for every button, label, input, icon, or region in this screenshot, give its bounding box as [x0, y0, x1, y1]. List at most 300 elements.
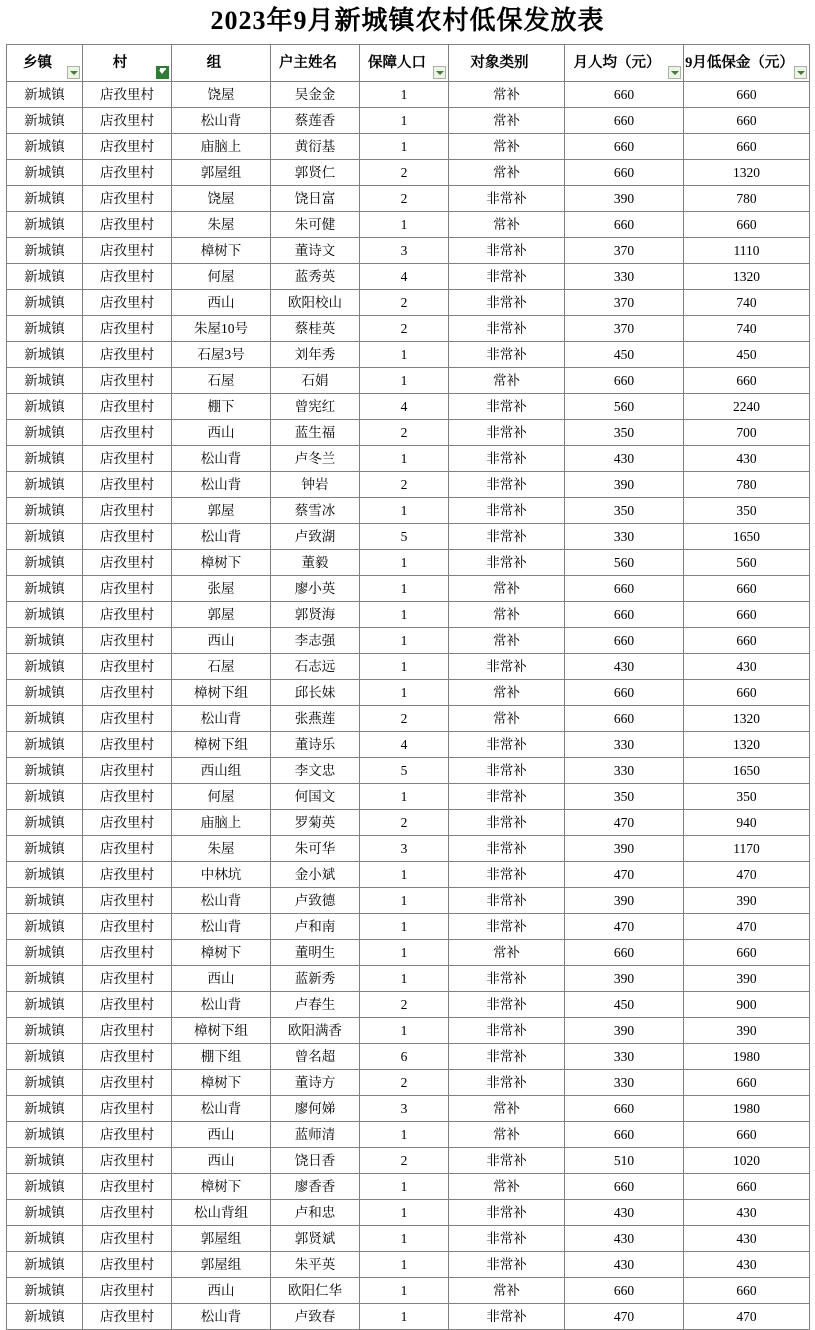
cell-r7-c5[interactable]: 非常补	[449, 263, 565, 289]
cell-r43-c5[interactable]: 非常补	[449, 1199, 565, 1225]
cell-r40-c1[interactable]: 店孜里村	[83, 1121, 172, 1147]
cell-r12-c7[interactable]: 2240	[684, 393, 810, 419]
cell-r12-c0[interactable]: 新城镇	[7, 393, 83, 419]
cell-r45-c7[interactable]: 430	[684, 1251, 810, 1277]
cell-r24-c7[interactable]: 1320	[684, 705, 810, 731]
cell-r7-c2[interactable]: 何屋	[172, 263, 271, 289]
cell-r31-c1[interactable]: 店孜里村	[83, 887, 172, 913]
cell-r43-c1[interactable]: 店孜里村	[83, 1199, 172, 1225]
cell-r22-c5[interactable]: 非常补	[449, 653, 565, 679]
cell-r17-c4[interactable]: 5	[360, 523, 449, 549]
cell-r4-c0[interactable]: 新城镇	[7, 185, 83, 211]
cell-r30-c0[interactable]: 新城镇	[7, 861, 83, 887]
cell-r28-c7[interactable]: 940	[684, 809, 810, 835]
cell-r26-c4[interactable]: 5	[360, 757, 449, 783]
cell-r25-c2[interactable]: 樟树下组	[172, 731, 271, 757]
cell-r5-c7[interactable]: 660	[684, 211, 810, 237]
cell-r7-c7[interactable]: 1320	[684, 263, 810, 289]
cell-r10-c7[interactable]: 450	[684, 341, 810, 367]
cell-r2-c1[interactable]: 店孜里村	[83, 133, 172, 159]
cell-r45-c4[interactable]: 1	[360, 1251, 449, 1277]
cell-r32-c0[interactable]: 新城镇	[7, 913, 83, 939]
cell-r9-c3[interactable]: 蔡桂英	[271, 315, 360, 341]
cell-r3-c6[interactable]: 660	[565, 159, 684, 185]
cell-r24-c0[interactable]: 新城镇	[7, 705, 83, 731]
cell-r31-c6[interactable]: 390	[565, 887, 684, 913]
cell-r31-c2[interactable]: 松山背	[172, 887, 271, 913]
cell-r41-c7[interactable]: 1020	[684, 1147, 810, 1173]
cell-r30-c5[interactable]: 非常补	[449, 861, 565, 887]
cell-r25-c1[interactable]: 店孜里村	[83, 731, 172, 757]
cell-r18-c6[interactable]: 560	[565, 549, 684, 575]
cell-r16-c4[interactable]: 1	[360, 497, 449, 523]
cell-r29-c6[interactable]: 390	[565, 835, 684, 861]
cell-r3-c5[interactable]: 常补	[449, 159, 565, 185]
cell-r26-c3[interactable]: 李文忠	[271, 757, 360, 783]
cell-r32-c1[interactable]: 店孜里村	[83, 913, 172, 939]
cell-r26-c6[interactable]: 330	[565, 757, 684, 783]
cell-r25-c6[interactable]: 330	[565, 731, 684, 757]
cell-r11-c0[interactable]: 新城镇	[7, 367, 83, 393]
cell-r39-c4[interactable]: 3	[360, 1095, 449, 1121]
cell-r30-c3[interactable]: 金小斌	[271, 861, 360, 887]
filter-dropdown-icon[interactable]	[794, 66, 807, 79]
cell-r18-c4[interactable]: 1	[360, 549, 449, 575]
cell-r11-c5[interactable]: 常补	[449, 367, 565, 393]
cell-r6-c1[interactable]: 店孜里村	[83, 237, 172, 263]
cell-r37-c1[interactable]: 店孜里村	[83, 1043, 172, 1069]
cell-r21-c4[interactable]: 1	[360, 627, 449, 653]
cell-r46-c1[interactable]: 店孜里村	[83, 1277, 172, 1303]
cell-r47-c1[interactable]: 店孜里村	[83, 1303, 172, 1329]
cell-r38-c1[interactable]: 店孜里村	[83, 1069, 172, 1095]
cell-r7-c3[interactable]: 蓝秀英	[271, 263, 360, 289]
cell-r9-c4[interactable]: 2	[360, 315, 449, 341]
cell-r38-c3[interactable]: 董诗方	[271, 1069, 360, 1095]
cell-r5-c6[interactable]: 660	[565, 211, 684, 237]
cell-r8-c5[interactable]: 非常补	[449, 289, 565, 315]
cell-r23-c0[interactable]: 新城镇	[7, 679, 83, 705]
cell-r12-c6[interactable]: 560	[565, 393, 684, 419]
cell-r24-c3[interactable]: 张燕莲	[271, 705, 360, 731]
cell-r27-c4[interactable]: 1	[360, 783, 449, 809]
cell-r38-c2[interactable]: 樟树下	[172, 1069, 271, 1095]
cell-r38-c6[interactable]: 330	[565, 1069, 684, 1095]
cell-r40-c3[interactable]: 蓝师清	[271, 1121, 360, 1147]
cell-r46-c7[interactable]: 660	[684, 1277, 810, 1303]
cell-r25-c0[interactable]: 新城镇	[7, 731, 83, 757]
cell-r3-c4[interactable]: 2	[360, 159, 449, 185]
cell-r28-c0[interactable]: 新城镇	[7, 809, 83, 835]
cell-r38-c5[interactable]: 非常补	[449, 1069, 565, 1095]
cell-r26-c1[interactable]: 店孜里村	[83, 757, 172, 783]
cell-r35-c2[interactable]: 松山背	[172, 991, 271, 1017]
cell-r33-c5[interactable]: 常补	[449, 939, 565, 965]
cell-r36-c4[interactable]: 1	[360, 1017, 449, 1043]
cell-r40-c6[interactable]: 660	[565, 1121, 684, 1147]
cell-r2-c3[interactable]: 黄衍基	[271, 133, 360, 159]
cell-r47-c3[interactable]: 卢致春	[271, 1303, 360, 1329]
cell-r37-c5[interactable]: 非常补	[449, 1043, 565, 1069]
cell-r23-c6[interactable]: 660	[565, 679, 684, 705]
cell-r13-c1[interactable]: 店孜里村	[83, 419, 172, 445]
cell-r16-c7[interactable]: 350	[684, 497, 810, 523]
cell-r9-c1[interactable]: 店孜里村	[83, 315, 172, 341]
cell-r27-c1[interactable]: 店孜里村	[83, 783, 172, 809]
cell-r39-c3[interactable]: 廖何娣	[271, 1095, 360, 1121]
cell-r17-c7[interactable]: 1650	[684, 523, 810, 549]
cell-r17-c3[interactable]: 卢致湖	[271, 523, 360, 549]
cell-r23-c5[interactable]: 常补	[449, 679, 565, 705]
cell-r6-c2[interactable]: 樟树下	[172, 237, 271, 263]
cell-r32-c7[interactable]: 470	[684, 913, 810, 939]
cell-r1-c0[interactable]: 新城镇	[7, 107, 83, 133]
cell-r33-c2[interactable]: 樟树下	[172, 939, 271, 965]
cell-r26-c5[interactable]: 非常补	[449, 757, 565, 783]
cell-r42-c7[interactable]: 660	[684, 1173, 810, 1199]
cell-r23-c2[interactable]: 樟树下组	[172, 679, 271, 705]
cell-r19-c5[interactable]: 常补	[449, 575, 565, 601]
cell-r25-c4[interactable]: 4	[360, 731, 449, 757]
cell-r10-c6[interactable]: 450	[565, 341, 684, 367]
cell-r14-c1[interactable]: 店孜里村	[83, 445, 172, 471]
cell-r14-c2[interactable]: 松山背	[172, 445, 271, 471]
cell-r4-c4[interactable]: 2	[360, 185, 449, 211]
cell-r36-c7[interactable]: 390	[684, 1017, 810, 1043]
cell-r0-c0[interactable]: 新城镇	[7, 81, 83, 107]
cell-r38-c4[interactable]: 2	[360, 1069, 449, 1095]
cell-r25-c7[interactable]: 1320	[684, 731, 810, 757]
column-header-5[interactable]	[449, 44, 565, 81]
filter-dropdown-icon[interactable]	[67, 66, 80, 79]
cell-r21-c1[interactable]: 店孜里村	[83, 627, 172, 653]
cell-r3-c1[interactable]: 店孜里村	[83, 159, 172, 185]
cell-r41-c4[interactable]: 2	[360, 1147, 449, 1173]
cell-r41-c0[interactable]: 新城镇	[7, 1147, 83, 1173]
cell-r18-c0[interactable]: 新城镇	[7, 549, 83, 575]
cell-r0-c1[interactable]: 店孜里村	[83, 81, 172, 107]
filter-dropdown-icon[interactable]	[433, 66, 446, 79]
cell-r22-c3[interactable]: 石志远	[271, 653, 360, 679]
cell-r0-c4[interactable]: 1	[360, 81, 449, 107]
cell-r40-c4[interactable]: 1	[360, 1121, 449, 1147]
cell-r8-c7[interactable]: 740	[684, 289, 810, 315]
cell-r34-c7[interactable]: 390	[684, 965, 810, 991]
cell-r27-c0[interactable]: 新城镇	[7, 783, 83, 809]
cell-r1-c4[interactable]: 1	[360, 107, 449, 133]
cell-r33-c0[interactable]: 新城镇	[7, 939, 83, 965]
cell-r26-c7[interactable]: 1650	[684, 757, 810, 783]
cell-r2-c0[interactable]: 新城镇	[7, 133, 83, 159]
cell-r3-c7[interactable]: 1320	[684, 159, 810, 185]
cell-r17-c5[interactable]: 非常补	[449, 523, 565, 549]
cell-r35-c4[interactable]: 2	[360, 991, 449, 1017]
cell-r10-c3[interactable]: 刘年秀	[271, 341, 360, 367]
cell-r0-c2[interactable]: 饶屋	[172, 81, 271, 107]
column-header-7[interactable]	[684, 44, 810, 81]
cell-r20-c5[interactable]: 常补	[449, 601, 565, 627]
cell-r34-c0[interactable]: 新城镇	[7, 965, 83, 991]
cell-r41-c6[interactable]: 510	[565, 1147, 684, 1173]
cell-r10-c0[interactable]: 新城镇	[7, 341, 83, 367]
cell-r5-c1[interactable]: 店孜里村	[83, 211, 172, 237]
cell-r31-c4[interactable]: 1	[360, 887, 449, 913]
cell-r18-c1[interactable]: 店孜里村	[83, 549, 172, 575]
cell-r1-c7[interactable]: 660	[684, 107, 810, 133]
cell-r42-c4[interactable]: 1	[360, 1173, 449, 1199]
cell-r5-c4[interactable]: 1	[360, 211, 449, 237]
cell-r4-c3[interactable]: 饶日富	[271, 185, 360, 211]
cell-r16-c5[interactable]: 非常补	[449, 497, 565, 523]
cell-r18-c7[interactable]: 560	[684, 549, 810, 575]
cell-r46-c5[interactable]: 常补	[449, 1277, 565, 1303]
cell-r5-c0[interactable]: 新城镇	[7, 211, 83, 237]
cell-r11-c7[interactable]: 660	[684, 367, 810, 393]
cell-r6-c7[interactable]: 1110	[684, 237, 810, 263]
cell-r23-c3[interactable]: 邱长妹	[271, 679, 360, 705]
cell-r29-c4[interactable]: 3	[360, 835, 449, 861]
cell-r16-c1[interactable]: 店孜里村	[83, 497, 172, 523]
filter-dropdown-icon[interactable]	[668, 66, 681, 79]
cell-r42-c1[interactable]: 店孜里村	[83, 1173, 172, 1199]
cell-r7-c1[interactable]: 店孜里村	[83, 263, 172, 289]
cell-r10-c1[interactable]: 店孜里村	[83, 341, 172, 367]
cell-r31-c7[interactable]: 390	[684, 887, 810, 913]
cell-r47-c0[interactable]: 新城镇	[7, 1303, 83, 1329]
cell-r13-c6[interactable]: 350	[565, 419, 684, 445]
cell-r34-c3[interactable]: 蓝新秀	[271, 965, 360, 991]
cell-r4-c1[interactable]: 店孜里村	[83, 185, 172, 211]
cell-r45-c1[interactable]: 店孜里村	[83, 1251, 172, 1277]
cell-r7-c4[interactable]: 4	[360, 263, 449, 289]
cell-r46-c4[interactable]: 1	[360, 1277, 449, 1303]
cell-r41-c3[interactable]: 饶日香	[271, 1147, 360, 1173]
cell-r39-c0[interactable]: 新城镇	[7, 1095, 83, 1121]
cell-r36-c5[interactable]: 非常补	[449, 1017, 565, 1043]
cell-r34-c1[interactable]: 店孜里村	[83, 965, 172, 991]
cell-r20-c6[interactable]: 660	[565, 601, 684, 627]
cell-r20-c2[interactable]: 郭屋	[172, 601, 271, 627]
cell-r1-c3[interactable]: 蔡莲香	[271, 107, 360, 133]
cell-r14-c4[interactable]: 1	[360, 445, 449, 471]
cell-r6-c0[interactable]: 新城镇	[7, 237, 83, 263]
cell-r4-c6[interactable]: 390	[565, 185, 684, 211]
cell-r9-c2[interactable]: 朱屋10号	[172, 315, 271, 341]
cell-r13-c2[interactable]: 西山	[172, 419, 271, 445]
cell-r6-c5[interactable]: 非常补	[449, 237, 565, 263]
cell-r18-c2[interactable]: 樟树下	[172, 549, 271, 575]
cell-r1-c2[interactable]: 松山背	[172, 107, 271, 133]
cell-r43-c4[interactable]: 1	[360, 1199, 449, 1225]
cell-r27-c6[interactable]: 350	[565, 783, 684, 809]
cell-r19-c3[interactable]: 廖小英	[271, 575, 360, 601]
cell-r39-c1[interactable]: 店孜里村	[83, 1095, 172, 1121]
cell-r2-c4[interactable]: 1	[360, 133, 449, 159]
cell-r32-c4[interactable]: 1	[360, 913, 449, 939]
cell-r17-c0[interactable]: 新城镇	[7, 523, 83, 549]
cell-r35-c5[interactable]: 非常补	[449, 991, 565, 1017]
column-header-0[interactable]	[7, 44, 83, 81]
cell-r45-c5[interactable]: 非常补	[449, 1251, 565, 1277]
cell-r11-c4[interactable]: 1	[360, 367, 449, 393]
cell-r1-c6[interactable]: 660	[565, 107, 684, 133]
cell-r30-c2[interactable]: 中林坑	[172, 861, 271, 887]
cell-r42-c3[interactable]: 廖香香	[271, 1173, 360, 1199]
cell-r24-c5[interactable]: 常补	[449, 705, 565, 731]
cell-r11-c1[interactable]: 店孜里村	[83, 367, 172, 393]
cell-r29-c5[interactable]: 非常补	[449, 835, 565, 861]
cell-r8-c4[interactable]: 2	[360, 289, 449, 315]
cell-r19-c7[interactable]: 660	[684, 575, 810, 601]
cell-r44-c6[interactable]: 430	[565, 1225, 684, 1251]
cell-r15-c3[interactable]: 钟岩	[271, 471, 360, 497]
cell-r15-c4[interactable]: 2	[360, 471, 449, 497]
cell-r22-c0[interactable]: 新城镇	[7, 653, 83, 679]
cell-r29-c0[interactable]: 新城镇	[7, 835, 83, 861]
cell-r21-c7[interactable]: 660	[684, 627, 810, 653]
cell-r6-c6[interactable]: 370	[565, 237, 684, 263]
cell-r11-c2[interactable]: 石屋	[172, 367, 271, 393]
cell-r17-c2[interactable]: 松山背	[172, 523, 271, 549]
column-header-2[interactable]	[172, 44, 271, 81]
cell-r15-c1[interactable]: 店孜里村	[83, 471, 172, 497]
cell-r21-c2[interactable]: 西山	[172, 627, 271, 653]
cell-r36-c3[interactable]: 欧阳满香	[271, 1017, 360, 1043]
cell-r16-c0[interactable]: 新城镇	[7, 497, 83, 523]
cell-r27-c2[interactable]: 何屋	[172, 783, 271, 809]
cell-r10-c5[interactable]: 非常补	[449, 341, 565, 367]
cell-r27-c3[interactable]: 何国文	[271, 783, 360, 809]
cell-r44-c5[interactable]: 非常补	[449, 1225, 565, 1251]
cell-r21-c0[interactable]: 新城镇	[7, 627, 83, 653]
column-header-6[interactable]	[565, 44, 684, 81]
cell-r16-c2[interactable]: 郭屋	[172, 497, 271, 523]
cell-r22-c6[interactable]: 430	[565, 653, 684, 679]
cell-r19-c1[interactable]: 店孜里村	[83, 575, 172, 601]
cell-r10-c4[interactable]: 1	[360, 341, 449, 367]
cell-r18-c5[interactable]: 非常补	[449, 549, 565, 575]
cell-r43-c3[interactable]: 卢和忠	[271, 1199, 360, 1225]
cell-r14-c7[interactable]: 430	[684, 445, 810, 471]
cell-r41-c5[interactable]: 非常补	[449, 1147, 565, 1173]
cell-r34-c2[interactable]: 西山	[172, 965, 271, 991]
cell-r7-c6[interactable]: 330	[565, 263, 684, 289]
cell-r20-c4[interactable]: 1	[360, 601, 449, 627]
cell-r15-c2[interactable]: 松山背	[172, 471, 271, 497]
cell-r30-c6[interactable]: 470	[565, 861, 684, 887]
cell-r3-c0[interactable]: 新城镇	[7, 159, 83, 185]
cell-r39-c6[interactable]: 660	[565, 1095, 684, 1121]
cell-r43-c0[interactable]: 新城镇	[7, 1199, 83, 1225]
cell-r39-c2[interactable]: 松山背	[172, 1095, 271, 1121]
cell-r12-c5[interactable]: 非常补	[449, 393, 565, 419]
cell-r20-c0[interactable]: 新城镇	[7, 601, 83, 627]
cell-r41-c1[interactable]: 店孜里村	[83, 1147, 172, 1173]
cell-r4-c5[interactable]: 非常补	[449, 185, 565, 211]
cell-r28-c3[interactable]: 罗菊英	[271, 809, 360, 835]
cell-r14-c3[interactable]: 卢冬兰	[271, 445, 360, 471]
cell-r5-c5[interactable]: 常补	[449, 211, 565, 237]
cell-r16-c3[interactable]: 蔡雪冰	[271, 497, 360, 523]
cell-r13-c7[interactable]: 700	[684, 419, 810, 445]
cell-r8-c2[interactable]: 西山	[172, 289, 271, 315]
cell-r20-c3[interactable]: 郭贤海	[271, 601, 360, 627]
column-header-3[interactable]	[271, 44, 360, 81]
cell-r5-c3[interactable]: 朱可健	[271, 211, 360, 237]
cell-r45-c2[interactable]: 郭屋组	[172, 1251, 271, 1277]
cell-r45-c0[interactable]: 新城镇	[7, 1251, 83, 1277]
cell-r40-c5[interactable]: 常补	[449, 1121, 565, 1147]
cell-r32-c5[interactable]: 非常补	[449, 913, 565, 939]
cell-r44-c7[interactable]: 430	[684, 1225, 810, 1251]
cell-r4-c2[interactable]: 饶屋	[172, 185, 271, 211]
cell-r12-c4[interactable]: 4	[360, 393, 449, 419]
cell-r4-c7[interactable]: 780	[684, 185, 810, 211]
cell-r30-c1[interactable]: 店孜里村	[83, 861, 172, 887]
cell-r15-c0[interactable]: 新城镇	[7, 471, 83, 497]
cell-r11-c3[interactable]: 石娟	[271, 367, 360, 393]
cell-r37-c6[interactable]: 330	[565, 1043, 684, 1069]
cell-r42-c0[interactable]: 新城镇	[7, 1173, 83, 1199]
cell-r35-c0[interactable]: 新城镇	[7, 991, 83, 1017]
cell-r9-c6[interactable]: 370	[565, 315, 684, 341]
cell-r43-c7[interactable]: 430	[684, 1199, 810, 1225]
cell-r2-c5[interactable]: 常补	[449, 133, 565, 159]
cell-r0-c5[interactable]: 常补	[449, 81, 565, 107]
cell-r46-c3[interactable]: 欧阳仁华	[271, 1277, 360, 1303]
cell-r33-c6[interactable]: 660	[565, 939, 684, 965]
cell-r21-c3[interactable]: 李志强	[271, 627, 360, 653]
cell-r2-c6[interactable]: 660	[565, 133, 684, 159]
cell-r24-c6[interactable]: 660	[565, 705, 684, 731]
cell-r12-c2[interactable]: 棚下	[172, 393, 271, 419]
cell-r47-c6[interactable]: 470	[565, 1303, 684, 1329]
cell-r34-c6[interactable]: 390	[565, 965, 684, 991]
cell-r28-c2[interactable]: 庙脑上	[172, 809, 271, 835]
cell-r11-c6[interactable]: 660	[565, 367, 684, 393]
cell-r37-c2[interactable]: 棚下组	[172, 1043, 271, 1069]
cell-r12-c3[interactable]: 曾宪红	[271, 393, 360, 419]
cell-r35-c1[interactable]: 店孜里村	[83, 991, 172, 1017]
cell-r22-c2[interactable]: 石屋	[172, 653, 271, 679]
cell-r36-c6[interactable]: 390	[565, 1017, 684, 1043]
cell-r21-c6[interactable]: 660	[565, 627, 684, 653]
cell-r18-c3[interactable]: 董毅	[271, 549, 360, 575]
cell-r20-c7[interactable]: 660	[684, 601, 810, 627]
cell-r3-c2[interactable]: 郭屋组	[172, 159, 271, 185]
cell-r29-c7[interactable]: 1170	[684, 835, 810, 861]
cell-r1-c1[interactable]: 店孜里村	[83, 107, 172, 133]
cell-r33-c4[interactable]: 1	[360, 939, 449, 965]
cell-r23-c4[interactable]: 1	[360, 679, 449, 705]
cell-r29-c1[interactable]: 店孜里村	[83, 835, 172, 861]
cell-r39-c5[interactable]: 常补	[449, 1095, 565, 1121]
cell-r36-c1[interactable]: 店孜里村	[83, 1017, 172, 1043]
cell-r13-c0[interactable]: 新城镇	[7, 419, 83, 445]
cell-r15-c5[interactable]: 非常补	[449, 471, 565, 497]
cell-r37-c7[interactable]: 1980	[684, 1043, 810, 1069]
cell-r26-c2[interactable]: 西山组	[172, 757, 271, 783]
cell-r13-c3[interactable]: 蓝生福	[271, 419, 360, 445]
cell-r22-c7[interactable]: 430	[684, 653, 810, 679]
cell-r22-c1[interactable]: 店孜里村	[83, 653, 172, 679]
cell-r19-c2[interactable]: 张屋	[172, 575, 271, 601]
cell-r19-c6[interactable]: 660	[565, 575, 684, 601]
cell-r10-c2[interactable]: 石屋3号	[172, 341, 271, 367]
cell-r46-c2[interactable]: 西山	[172, 1277, 271, 1303]
cell-r25-c5[interactable]: 非常补	[449, 731, 565, 757]
cell-r6-c3[interactable]: 董诗文	[271, 237, 360, 263]
